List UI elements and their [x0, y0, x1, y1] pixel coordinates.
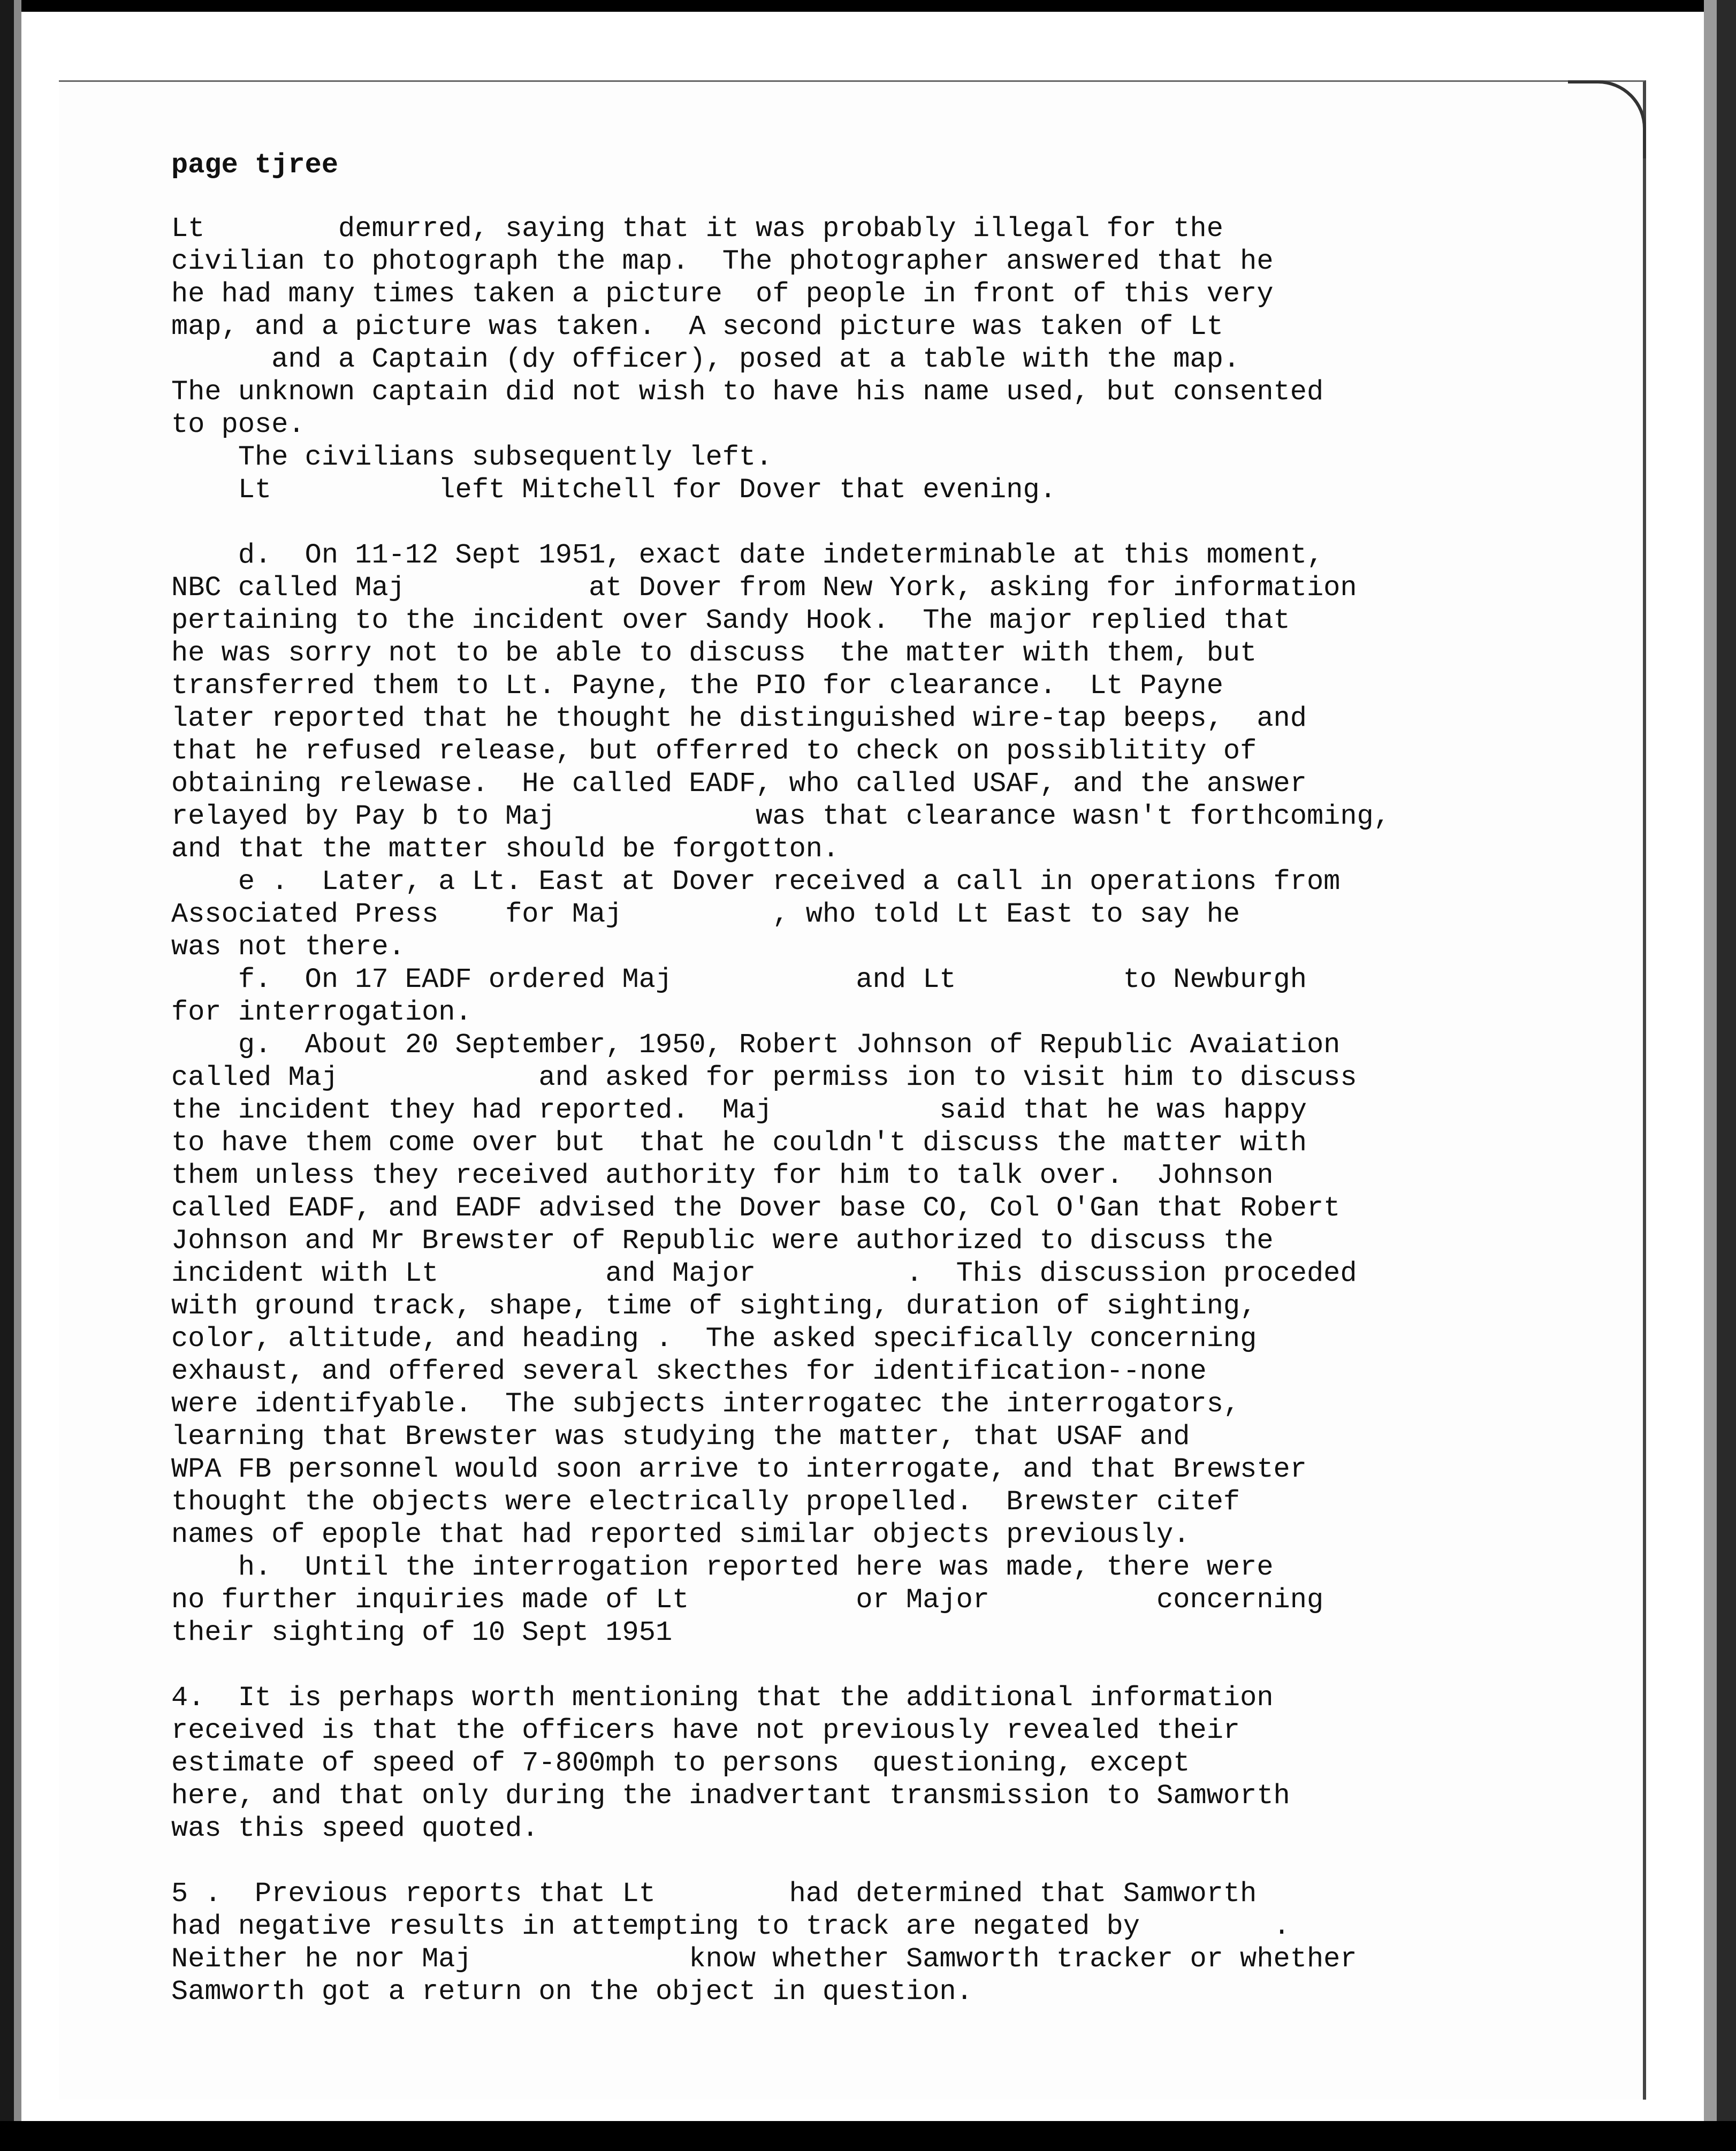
text-line: with ground track, shape, time of sighting, duration of sighting, — [171, 1290, 1257, 1322]
page-header: page tjree — [171, 149, 339, 181]
text-line: were identifyable. The subjects interrogatec the interrogators, — [171, 1388, 1240, 1420]
text-line: later reported that he thought he distinguished wire-tap beeps, and — [171, 703, 1307, 734]
text-line: he was sorry not to be able to discuss the matter with them, but — [171, 637, 1257, 669]
scan-border-left-inner — [14, 0, 21, 2151]
text-line: civilian to photograph the map. The photographer answered that he — [171, 246, 1274, 277]
text-line: 5 . Previous reports that Lt had determined that Samworth — [171, 1878, 1257, 1910]
scan-border-left — [0, 0, 14, 2151]
text-line: f. On 17 EADF ordered Maj and Lt to Newburgh — [171, 964, 1307, 995]
text-line: g. About 20 September, 1950, Robert Johnson of Republic Avaiation — [171, 1029, 1341, 1061]
document-body — [171, 212, 1477, 2008]
text-line: and a Captain (dy officer), posed at a table with the map. — [171, 344, 1240, 375]
text-line: Lt demurred, saying that it was probably illegal for the — [171, 213, 1223, 245]
text-line: obtaining relewase. He called EADF, who called USAF, and the answer — [171, 768, 1307, 800]
text-line: transferred them to Lt. Payne, the PIO for clearance. Lt Payne — [171, 670, 1223, 702]
text-line: map, and a picture was taken. A second picture was taken of Lt — [171, 311, 1223, 343]
text-line: for interrogation. — [171, 997, 472, 1028]
text-line: color, altitude, and heading . The asked specifically concerning — [171, 1323, 1257, 1355]
text-line: Johnson and Mr Brewster of Republic were authorized to discuss the — [171, 1225, 1274, 1257]
text-line: was this speed quoted. — [171, 1813, 539, 1844]
text-line: them unless they received authority for him to talk over. Johnson — [171, 1160, 1274, 1191]
scan-border-right — [1717, 0, 1736, 2151]
text-line: Neither he nor Maj know whether Samworth tracker or whether — [171, 1943, 1357, 1975]
text-line: no further inquiries made of Lt or Major concerning — [171, 1584, 1324, 1616]
text-line: to pose. — [171, 409, 305, 440]
typed-document — [171, 149, 1477, 2008]
text-line: thought the objects were electrically propelled. Brewster citef — [171, 1486, 1240, 1518]
text-line: that he refused release, but offerred to check on possiblitity of — [171, 735, 1257, 767]
scan-border-right-inner — [1704, 0, 1717, 2151]
text-line: pertaining to the incident over Sandy Hook. The major replied that — [171, 605, 1290, 636]
scan-border-top — [0, 0, 1736, 12]
text-line: h. Until the interrogation reported here was made, there were — [171, 1552, 1274, 1583]
text-line: their sighting of 10 Sept 1951 — [171, 1617, 673, 1648]
text-line: and that the matter should be forgotton. — [171, 833, 840, 865]
text-line: learning that Brewster was studying the matter, that USAF and — [171, 1421, 1190, 1453]
text-line: Lt left Mitchell for Dover that evening. — [171, 474, 1056, 506]
text-line: had negative results in attempting to track are negated by . — [171, 1911, 1290, 1942]
text-line: was not there. — [171, 931, 405, 963]
text-line: names of epople that had reported similar objects previously. — [171, 1519, 1190, 1550]
text-line: The civilians subsequently left. — [171, 442, 773, 473]
scan-border-bottom — [0, 2121, 1736, 2151]
text-line: the incident they had reported. Maj said that he was happy — [171, 1094, 1307, 1126]
text-line: exhaust, and offered several skecthes for identification--none — [171, 1356, 1207, 1387]
text-line: received is that the officers have not previously revealed their — [171, 1715, 1240, 1746]
blank-line — [171, 1845, 1477, 1878]
text-line: WPA FB personnel would soon arrive to interrogate, and that Brewster — [171, 1454, 1307, 1485]
text-line: e . Later, a Lt. East at Dover received a call in operations from — [171, 866, 1341, 898]
blank-line — [171, 1649, 1477, 1682]
text-line: Associated Press for Maj , who told Lt East to say he — [171, 899, 1240, 930]
text-line: estimate of speed of 7-800mph to persons questioning, except — [171, 1747, 1190, 1779]
text-line: d. On 11-12 Sept 1951, exact date indeterminable at this moment, — [171, 539, 1324, 571]
text-line: called Maj and asked for permiss ion to visit him to discuss — [171, 1062, 1357, 1093]
text-line: Samworth got a return on the object in question. — [171, 1976, 973, 2008]
text-line: incident with Lt and Major . This discussion proceded — [171, 1258, 1357, 1289]
text-line: The unknown captain did not wish to have his name used, but consented — [171, 376, 1324, 408]
text-line: called EADF, and EADF advised the Dover base CO, Col O'Gan that Robert — [171, 1192, 1341, 1224]
text-line: to have them come over but that he couldn't discuss the matter with — [171, 1127, 1307, 1159]
text-line: relayed by Pay b to Maj was that clearance wasn't forthcoming, — [171, 801, 1390, 832]
text-line: he had many times taken a picture of people in front of this very — [171, 278, 1274, 310]
text-line: here, and that only during the inadvertant transmission to Samworth — [171, 1780, 1290, 1812]
text-line: NBC called Maj at Dover from New York, asking for information — [171, 572, 1357, 604]
blank-line — [171, 506, 1477, 539]
text-line: 4. It is perhaps worth mentioning that the additional information — [171, 1682, 1274, 1714]
